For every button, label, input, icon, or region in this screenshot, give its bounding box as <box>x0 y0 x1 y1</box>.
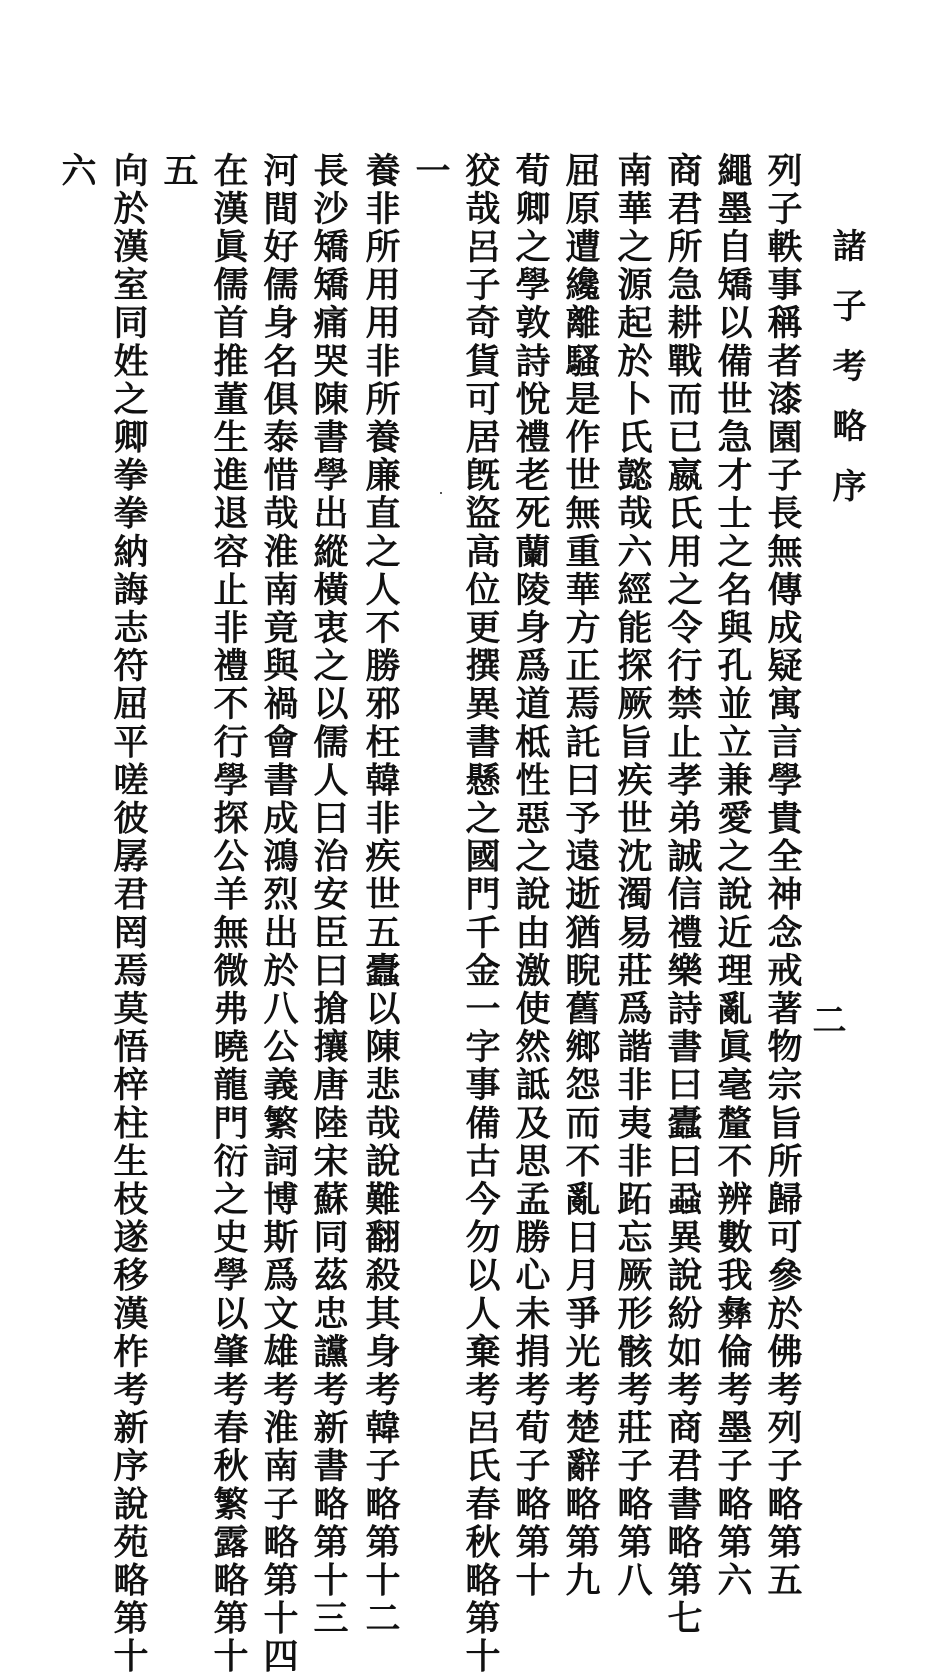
text-column-2: 繩墨自矯以備世急才士之名與孔並立兼愛之說近理亂眞毫釐不辨數我彝倫考墨子略第六 <box>712 152 753 1600</box>
text-column-10: 長沙矯矯痛哭陳書學出縱橫衷之以儒人曰治安臣曰搶攘唐陸宋蘇同茲忠讜考新書略第十三 <box>308 152 349 1638</box>
text-column-15: 六 <box>56 152 97 191</box>
page-title: 諸子考略序 <box>826 228 866 528</box>
text-column-3: 商君所急耕戰而已嬴氏用之令行禁止孝弟誠信禮樂詩書曰蠹曰蝨異說紛如考商君書略第七 <box>662 152 703 1638</box>
text-column-11: 河間好儒身名俱泰惜哉淮南竟與禍會書成鴻烈出於八公義繁詞博斯爲文雄考淮南子略第十四 <box>258 152 299 1676</box>
text-column-6: 荀卿之學敦詩悅禮老死蘭陵身爲道柢性惡之說由激使然詆及思孟勝心未捐考荀子略第十 <box>510 152 551 1600</box>
center-mark <box>440 492 442 494</box>
text-column-4: 南華之源起於卜氏懿哉六經能探厥旨疾世沈濁易莊爲諧非夷非跖忘厥形骸考莊子略第八 <box>612 152 653 1600</box>
page-number: 二 <box>806 1002 846 1036</box>
text-column-13: 五 <box>158 152 199 191</box>
text-column-12: 在漢眞儒首推董生進退容止非禮不行學探公羊無微弗曉龍門衍之史學以肇考春秋繁露略第十 <box>208 152 249 1676</box>
text-column-1: 列子軼事稱者漆園子長無傳成疑寓言學貴全神念戒著物宗旨所歸可參於佛考列子略第五 <box>762 152 803 1600</box>
text-column-5: 屈原遭纔離騷是作世無重華方正焉託曰予遠逝猶睨舊鄉怨而不亂日月爭光考楚辭略第九 <box>560 152 601 1600</box>
text-column-8: 一 <box>410 152 451 191</box>
text-column-14: 向於漢室同姓之卿拳拳納誨志符屈平嗟彼孱君罔焉莫悟梓柱生枝遂移漢柞考新序說苑略第十 <box>108 152 149 1676</box>
text-column-7: 狡哉呂子奇貨可居旣盜高位更撰異書懸之國門千金一字事備古今勿以人棄考呂氏春秋略第十 <box>460 152 501 1676</box>
text-column-9: 養非所用用非所養廉直之人不勝邪枉韓非疾世五蠹以陳悲哉說難翻殺其身考韓子略第十二 <box>360 152 401 1638</box>
